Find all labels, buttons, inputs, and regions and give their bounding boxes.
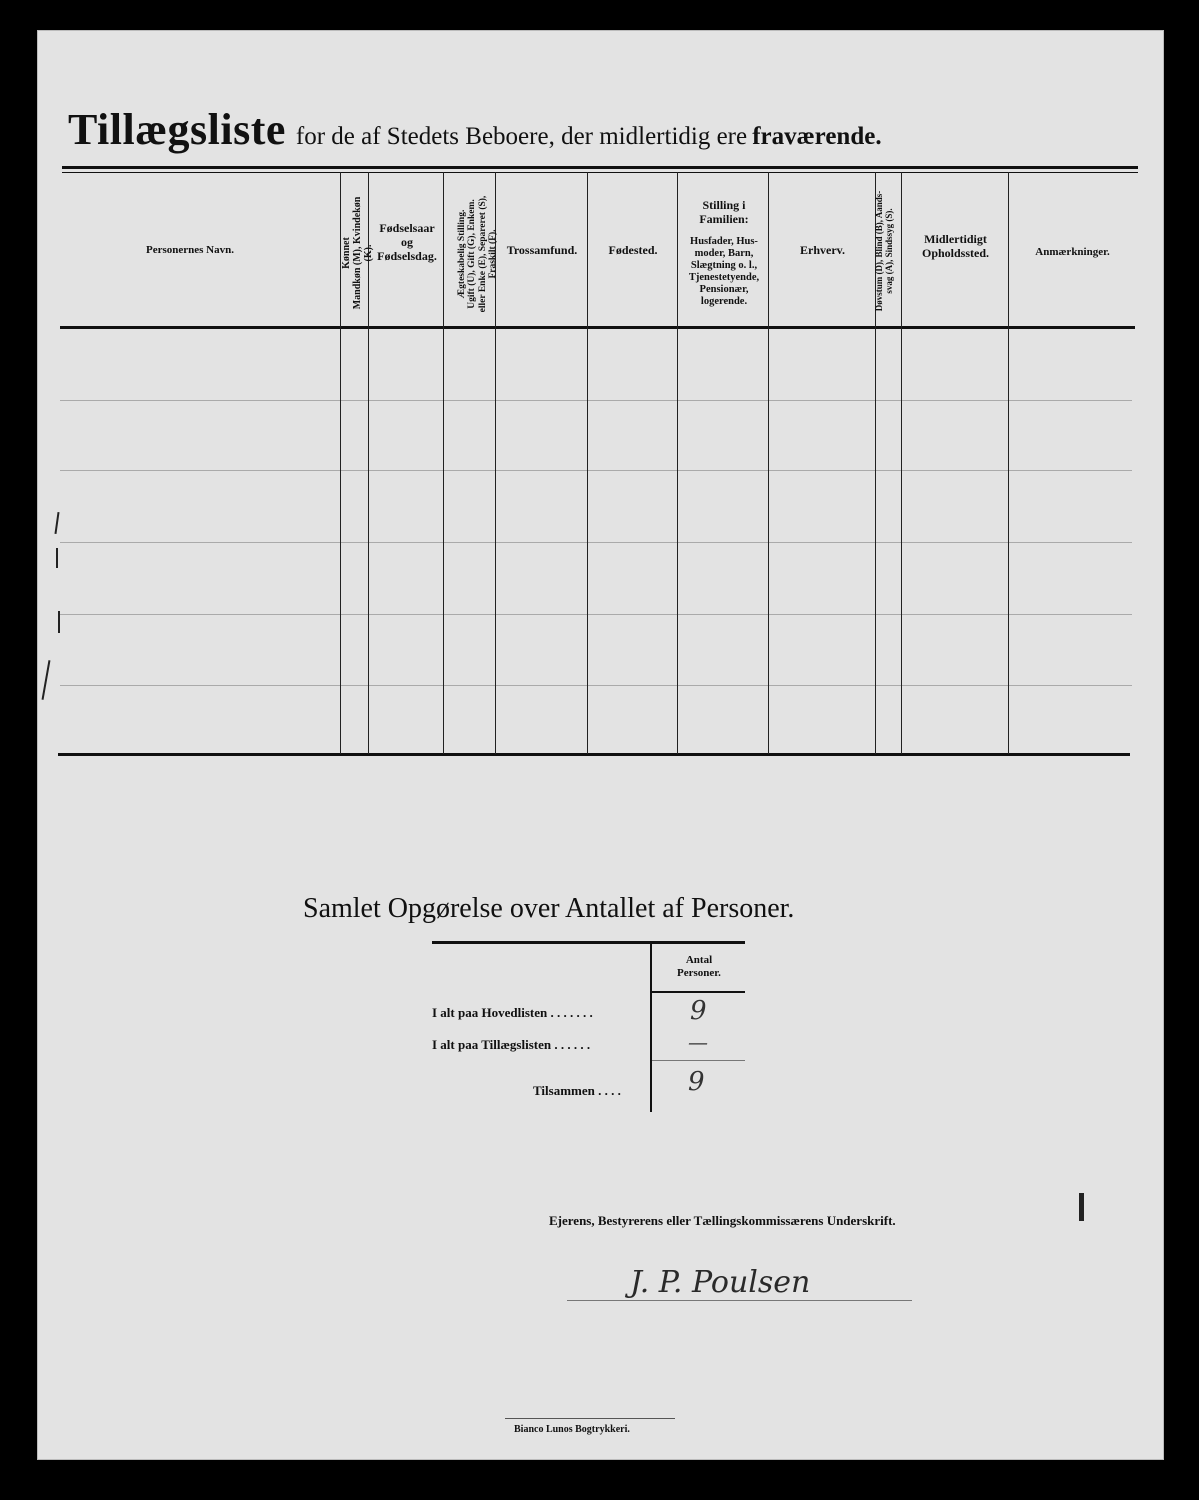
row-line — [60, 400, 1132, 401]
summary-row-label: I alt paa Hovedlisten . . . . . . . — [432, 1005, 593, 1020]
signature-label: Ejerens, Bestyrerens eller Tællingskommissærens Underskrift. — [549, 1213, 896, 1228]
table-bottom-rule — [58, 753, 1130, 756]
summary-col-header: Antal Personer. — [677, 954, 721, 979]
header-religion: Trossamfund. — [506, 243, 578, 257]
col-rule — [677, 172, 678, 754]
header-disability: Døvstum (D), Blind (B), Aands- svag (A), Sindssyg (S). — [874, 190, 894, 312]
header-sex: Kønnet Mandkøn (M), Kvindekøn (K). — [341, 196, 374, 310]
summary-row-value: 9 — [688, 1067, 705, 1097]
table-top-rule — [62, 166, 1138, 169]
row-line — [60, 542, 1132, 543]
col-rule — [443, 172, 444, 754]
header-bottom-rule — [60, 326, 1135, 329]
row-line — [60, 470, 1132, 471]
col-rule — [768, 172, 769, 754]
summary-header-rule — [652, 991, 745, 993]
header-birth: Fødselsaar og Fødselsdag. — [377, 221, 437, 263]
header-family-title: Stilling i Familien: — [699, 198, 749, 226]
header-marital: Ægteskabelig Stilling. Ugift (U), Gift (G), Enkem. eller Enke (E), Separeret (S), Fraskilt (F). — [457, 195, 499, 313]
title-emphasis: fraværende. — [752, 123, 882, 150]
table-top-rule-thin — [62, 172, 1138, 173]
col-rule — [587, 172, 588, 754]
margin-mark — [1079, 1193, 1084, 1221]
signature-handwriting: J. P. Poulsen — [630, 1265, 811, 1300]
title-rest: for de af Stedets Beboere, der midlertidig ere — [295, 123, 748, 150]
header-temporary: Midlertidigt Opholdssted. — [921, 232, 990, 260]
summary-row-value: 9 — [690, 996, 707, 1026]
header-birthplace: Fødested. — [608, 243, 658, 257]
title-main: Tillægsliste — [68, 105, 286, 154]
header-remarks: Anmærkninger. — [1035, 246, 1110, 258]
summary-row-value: — — [688, 1030, 708, 1054]
margin-mark — [58, 611, 60, 633]
summary-sum-rule — [652, 1060, 745, 1061]
col-rule — [901, 172, 902, 754]
header-occupation: Erhverv. — [800, 243, 845, 257]
signature-line — [567, 1300, 912, 1301]
summary-row-label: Tilsammen . . . . — [533, 1083, 621, 1098]
col-rule — [1008, 172, 1009, 754]
row-line — [60, 685, 1132, 686]
form-title — [68, 104, 1098, 155]
summary-row-label: I alt paa Tillægslisten . . . . . . — [432, 1037, 591, 1052]
header-names: Personernes Navn. — [146, 244, 234, 256]
margin-mark — [56, 548, 58, 568]
summary-title: Samlet Opgørelse over Antallet af Personer. — [303, 893, 795, 924]
printer-imprint: Bianco Lunos Bogtrykkeri. — [514, 1424, 630, 1435]
header-family-detail: Husfader, Hus- moder, Barn, Slægtning o. l., Tjenestetyende, Pensionær, logerende. — [688, 236, 760, 308]
printer-rule — [505, 1418, 675, 1419]
summary-top-rule — [432, 941, 745, 944]
row-line — [60, 614, 1132, 615]
summary-col-rule — [650, 944, 652, 1112]
